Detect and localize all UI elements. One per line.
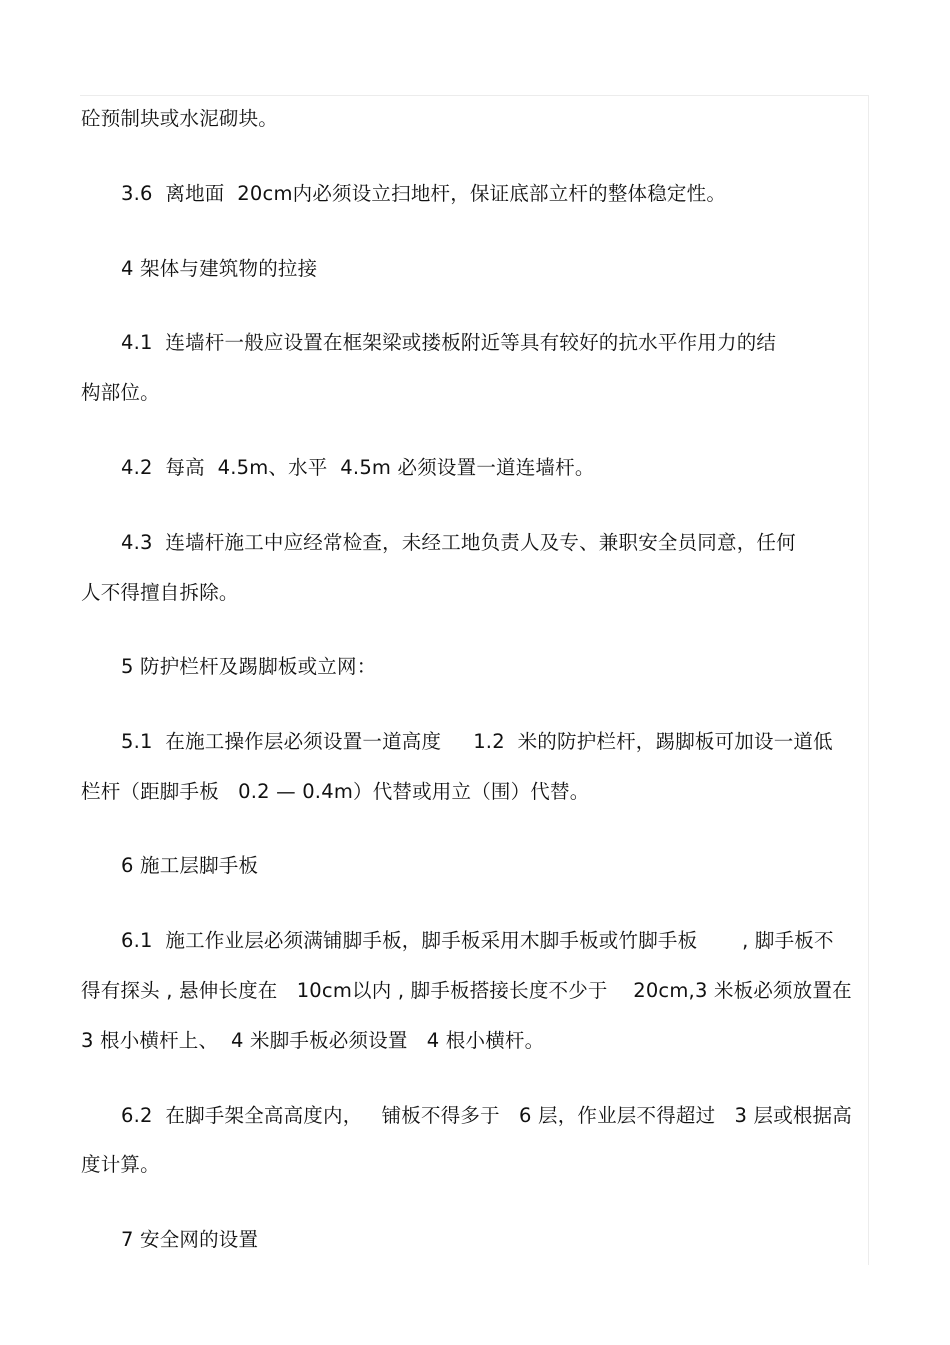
text-line: 得有探头 , 悬伸长度在 10cm以内 , 脚手板搭接长度不少于 20cm,3 米板必须放置在 <box>81 979 852 1002</box>
text-line: 3 根小横杆上、 4 米脚手板必须设置 4 根小横杆。 <box>81 1029 545 1052</box>
page-border-right <box>868 95 869 1265</box>
text-line: 4.2 每高 4.5m、水平 4.5m 必须设置一道连墙杆。 <box>121 456 595 479</box>
section-heading: 4 架体与建筑物的拉接 <box>121 257 318 280</box>
text-line: 3.6 离地面 20cm内必须设立扫地杆，保证底部立杆的整体稳定性。 <box>121 182 727 205</box>
text-line: 5.1 在施工操作层必须设置一道高度 1.2 米的防护栏杆，踢脚板可加设一道低 <box>121 730 833 753</box>
section-heading: 5 防护栏杆及踢脚板或立网： <box>121 655 377 678</box>
page-border-top <box>80 95 869 96</box>
text-line: 4.1 连墙杆一般应设置在框架梁或搂板附近等具有较好的抗水平作用力的结 <box>121 331 777 354</box>
text-line: 6.1 施工作业层必须满铺脚手板，脚手板采用木脚手板或竹脚手板 , 脚手板不 <box>121 929 834 952</box>
section-heading: 7 安全网的设置 <box>121 1228 259 1251</box>
text-line: 构部位。 <box>81 381 160 404</box>
text-line: 度计算。 <box>81 1153 160 1176</box>
section-heading: 6 施工层脚手板 <box>121 854 259 877</box>
text-line: 栏杆（距脚手板 0.2 — 0.4m）代替或用立（围）代替。 <box>81 780 590 803</box>
text-line: 砼预制块或水泥砌块。 <box>81 107 279 130</box>
text-line: 6.2 在脚手架全高高度内， 铺板不得多于 6 层，作业层不得超过 3 层或根据高 <box>121 1104 853 1127</box>
text-line: 人不得擅自拆除。 <box>81 581 239 604</box>
text-line: 4.3 连墙杆施工中应经常检查，未经工地负责人及专、兼职安全员同意，任何 <box>121 531 796 554</box>
